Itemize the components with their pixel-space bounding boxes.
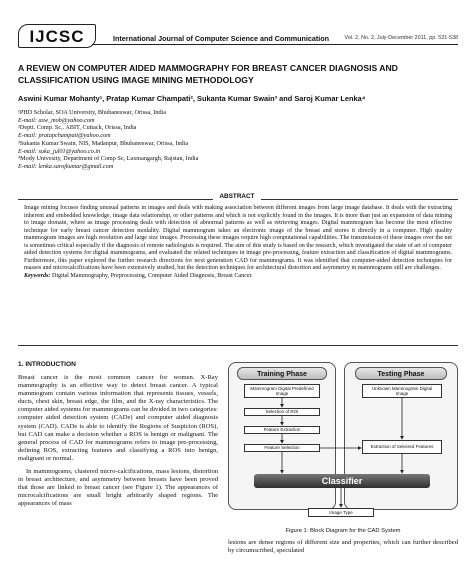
abstract-text: Image mining focuses finding unusual patterns in images and deals with making association between different images from large image database. It deals with the extracting inherent and embedded knowledge, image data relationship, or other patterns and which is not explicitly found in the images. It is more than just an expansion of data mining to image domain, where as image processing deals with detection of abnormal patterns as well as retrieving images. Digital mammogram has become the most effective technique for early breast cancer detection modality. Digital mammogram takes an electronic image of the breast and stores it directly in a computer. High quality mammogram images are high resolution and large size images. Processing these images require high computational capabilities. The transmission of these images over the net is sometimes critical especially if the diagnosis of remote radiologists is required. The aim of this study is based on the research, which investigated the state of art of computer aided detection systems for digital mammograms, and evaluated the related techniques in image pre-processing, feature extraction and classification of digital mammograms. Furthermore, this paper explored the further research directions for next generation CAD for mammograms. It was identified that computer-aided detection techniques for masses and microcalcifications have been extensively studied, but the detection techniques for architectural distortion and asymmetry in mammograms still are challenges. [24, 205, 452, 272]
affiliation-email: E-mail: asw_mob@yahoo.com [18, 116, 95, 124]
keywords-text: Digital Mammography, Preprocessing, Computer Aided Diagnosis, Breast Cancer. [51, 272, 253, 279]
affiliation-line: ³Sukanta Kumar Swain, NIS, Madanpur, Bhubaneswar, Orissa, India [18, 139, 189, 147]
affiliation-email: E-mail: lenka.sarojkumar@gmail.com [18, 162, 114, 170]
affiliations [18, 109, 318, 171]
test-box-extraction: Extraction of Selected Features [362, 440, 442, 454]
train-box-input: Mammogram Digital Predefined Image [244, 384, 320, 398]
abstract-body [24, 205, 452, 280]
figure-caption: Figure 1: Block Diagram for the CAD System [285, 528, 401, 534]
affiliation-line: ⁴Mody Univesity, Department of Comp Sc, Laxmangargh, Rajstan, India [18, 155, 199, 163]
classifier-box: Classifier [254, 474, 430, 488]
volume-info: Vol. 2, No. 2, July-December 2011, pp. 531-538 [344, 35, 458, 41]
keywords-label: Keywords: [24, 272, 51, 279]
paper-title: A REVIEW ON COMPUTER AIDED MAMMOGRAPHY FOR BREAST CANCER DIAGNOSIS AND CLASSIFICATION USING IMAGE MINING METHODOLOGY [18, 63, 398, 85]
affiliation-email: E-mail: pratapchampati@yahoo.com [18, 132, 111, 140]
right-column-paragraph: lesions are dense regions of different size and properties, which can further described by circumscribed, speculated [228, 539, 458, 555]
test-box-input: Unknown Mammogram Digital Image [362, 384, 442, 398]
header-rule [92, 44, 458, 45]
testing-phase-label: Testing Phase [355, 367, 447, 380]
journal-header [18, 24, 458, 50]
affiliation-line: ²Deptt. Comp. Sc,. ABIT, Cuttack, Orissa, India [18, 124, 137, 132]
train-box-extraction: Feature Extraction [244, 426, 320, 434]
abstract-heading [0, 193, 474, 200]
cad-block-diagram [228, 362, 458, 522]
journal-logo: IJCSC [18, 24, 96, 48]
diagram-arrows [228, 362, 458, 522]
abstract-bottom-rule [18, 345, 458, 346]
section-heading: 1. INTRODUCTION [18, 361, 76, 368]
abstract-heading-text: ABSTRACT [213, 193, 260, 200]
output-box: Image Type [308, 508, 374, 517]
keywords [24, 273, 452, 281]
intro-paragraph: Breast cancer is the most common cancer for women. X-Ray mammography is an effective way to detect breast cancer. A typical mammogram contain various information that represents tissues, vessels, ducts, chest skin, breast edge, the film, and the X-ray characteristics. The computer aided systems for mammograms can be divided in two categories: computer aided detection system (CADe) and computer aided diagnosis system (CAD). CADe is able to identify the Regions of Suspicion (ROS), but CAD can make a decision whether a ROS is benign or malignant. The general process of CAD for mammograms refers to image pre-processing, defining ROS, extracting features and classifying a ROS into benign, malignant or normal. [18, 374, 218, 462]
intro-column [18, 374, 218, 509]
training-phase-label: Training Phase [237, 367, 327, 380]
affiliation-email: E-mail: suka_jul01@yahoo.co.in [18, 147, 101, 155]
train-box-selection: Feature Selection [244, 444, 320, 452]
author-list: Aswini Kumar Mohanty¹, Pratap Kumar Champati², Sukanta Kumar Swain³ and Saroj Kumar Lenka⁴ [18, 94, 366, 103]
right-column [228, 539, 458, 555]
affiliation-line: ¹PHD Scholar, SOA University, Bhubaneswar, Orissa, India [18, 109, 167, 116]
journal-name: International Journal of Computer Science and Communication [113, 34, 330, 43]
intro-paragraph: In mammograms, clustered micro-calcifications, mass lesions, distortion in breast architecture, and asymmetry between breasts have been proved that those are linked to breast cancer (see Figure 1). The appearances of microcalcifications are small bright arbitrarily shaped regions. The appearances of mass [18, 468, 218, 508]
train-box-roi: Selection of ROI [244, 408, 320, 416]
